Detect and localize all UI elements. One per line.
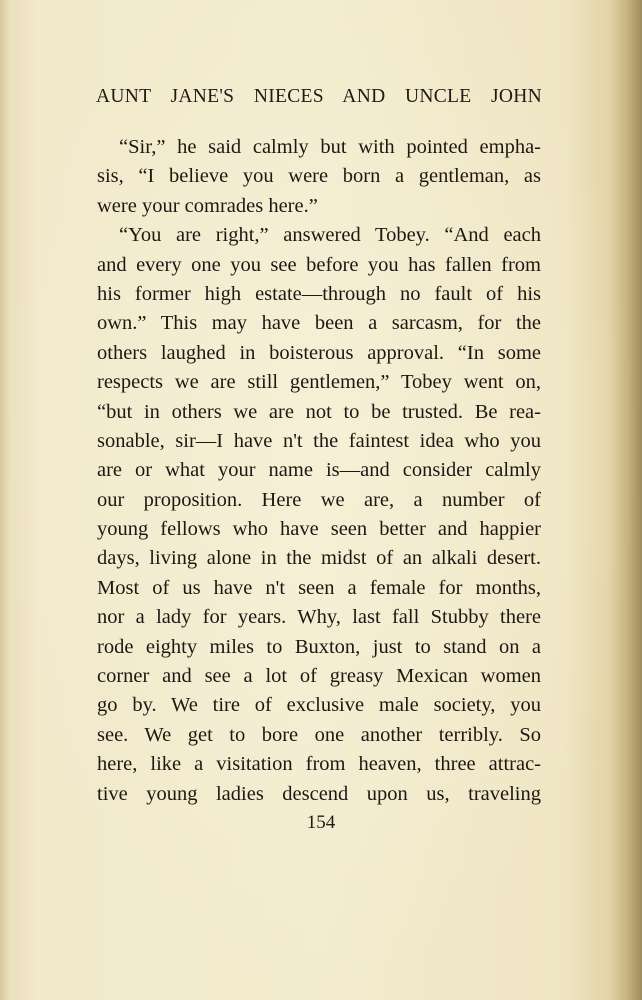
body-text <box>97 133 541 809</box>
text-line: others laughed in boisterous approval. “In some <box>97 341 541 364</box>
text-line: corner and see a lot of greasy Mexican women <box>97 665 541 688</box>
running-head: AUNT JANE'S NIECES AND UNCLE JOHN <box>96 86 542 107</box>
text-line: days, living alone in the midst of an alkali desert. <box>97 547 541 570</box>
text-line: and every one you see before you has fallen from <box>97 253 541 276</box>
text-line: own.” This may have been a sarcasm, for the <box>97 312 541 335</box>
text-line: go by. We tire of exclusive male society, you <box>97 694 541 717</box>
text-line: are or what your name is—and consider calmly <box>97 459 541 482</box>
text-line: his former high estate—through no fault of his <box>97 282 541 305</box>
text-line: Most of us have n't seen a female for months, <box>97 576 541 599</box>
text-line: “Sir,” he said calmly but with pointed empha- <box>119 136 541 158</box>
page-left-edge <box>0 0 10 1000</box>
text-line: sis, “I believe you were born a gentleman, as <box>97 165 541 188</box>
text-line: nor a lady for years. Why, last fall Stubby there <box>97 606 541 629</box>
text-line: young fellows who have seen better and happier <box>97 518 541 541</box>
text-line: “but in others we are not to be trusted. Be rea- <box>97 400 541 423</box>
text-line: here, like a visitation from heaven, three attrac- <box>97 753 541 776</box>
text-line: our proposition. Here we are, a number of <box>97 488 541 511</box>
page-number: 154 <box>306 812 336 833</box>
text-line: see. We get to bore one another terribly. So <box>97 723 541 746</box>
text-line: tive young ladies descend upon us, traveling <box>97 782 541 805</box>
text-line: respects we are still gentlemen,” Tobey went on, <box>97 371 541 394</box>
text-line: were your comrades here.” <box>97 194 318 217</box>
page-gutter-shadow <box>608 0 642 1000</box>
text-line: rode eighty miles to Buxton, just to stand on a <box>97 635 541 658</box>
text-line: “You are right,” answered Tobey. “And each <box>119 224 541 247</box>
text-line: sonable, sir—I have n't the faintest idea who you <box>97 429 541 452</box>
